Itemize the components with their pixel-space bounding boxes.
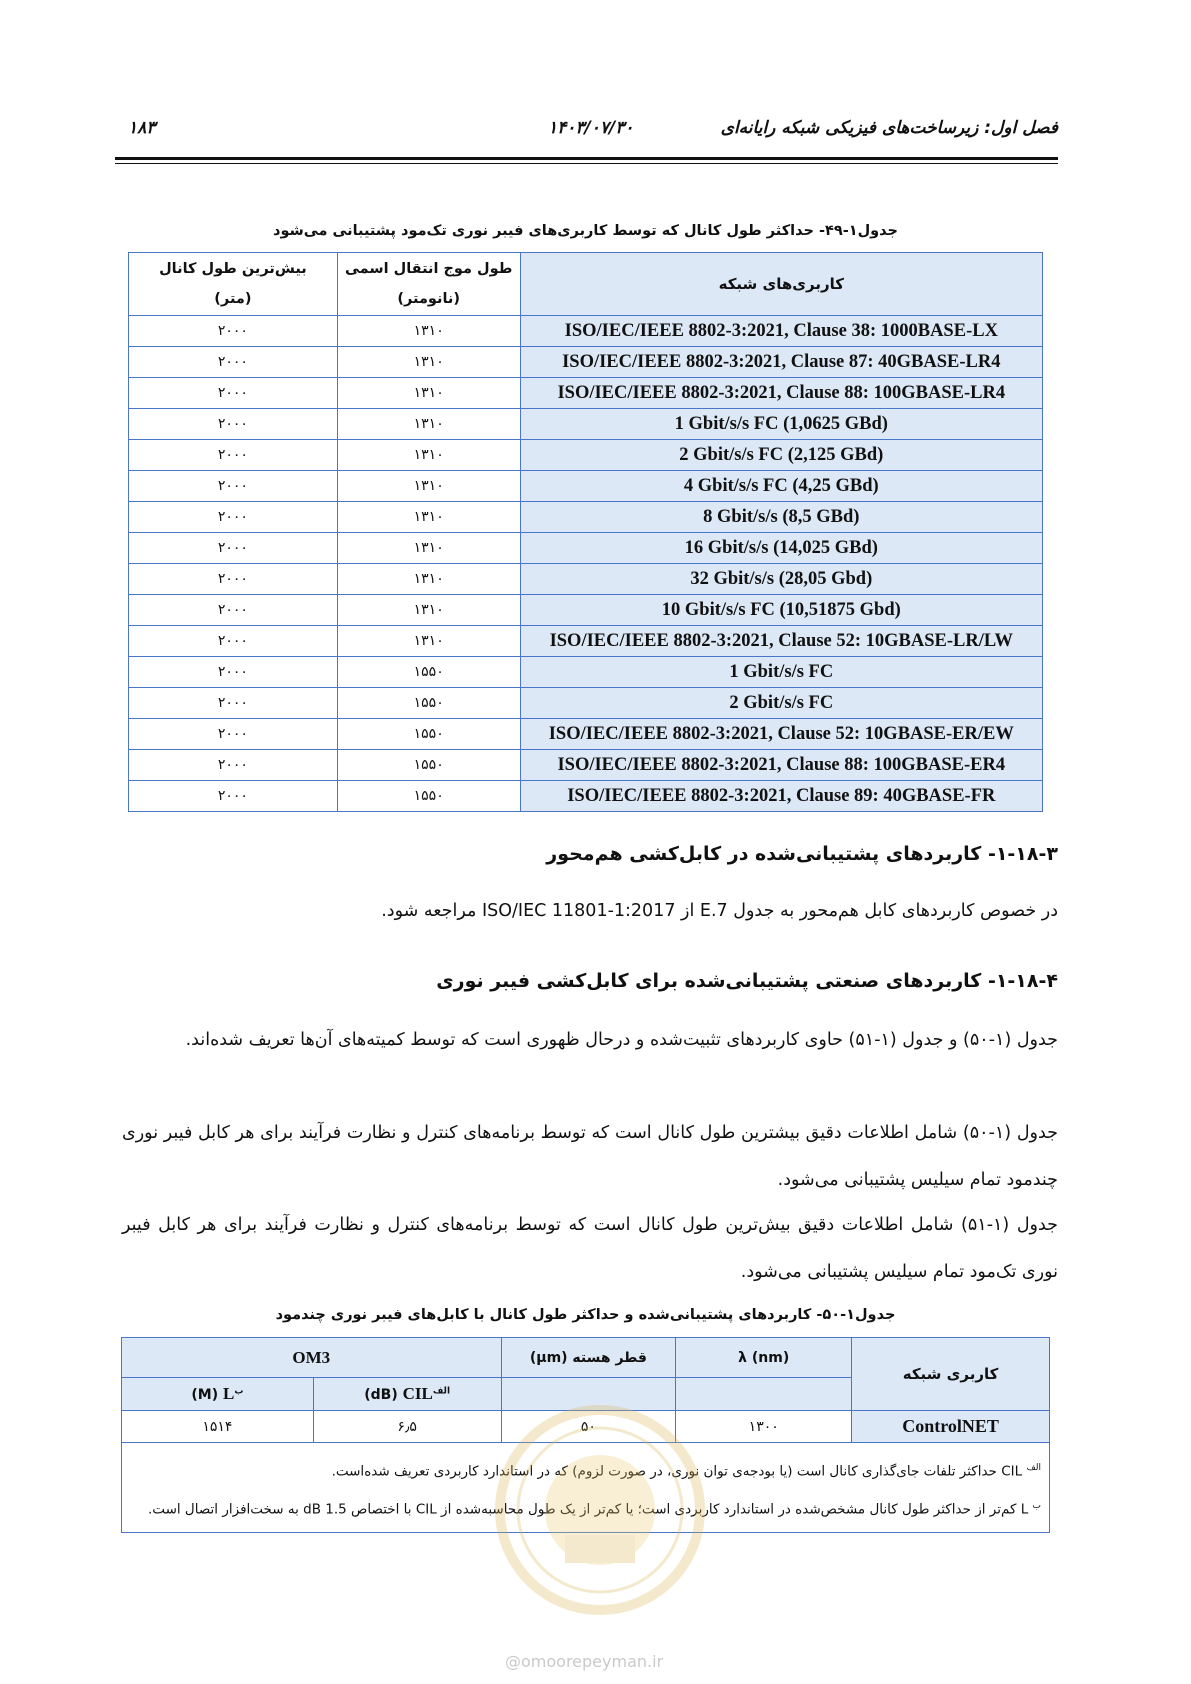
- table49-cell-application: ISO/IEC/IEEE 8802-3:2021, Clause 38: 1000BASE-LX: [520, 316, 1042, 347]
- table49-cell-length: ۲۰۰۰: [129, 409, 338, 440]
- table49-caption: جدول۱-۴۹- حداکثر طول کانال که توسط کاربری‌های فیبر نوری تک‌مود پشتیبانی می‌شود: [273, 223, 898, 239]
- table49-cell-application: 32 Gbit/s/s (28,05 Gbd): [520, 564, 1042, 595]
- table50-cell-cil: ۶٫۵: [313, 1411, 501, 1443]
- table49-header-row: [129, 253, 1043, 316]
- table50-cell-l: ۱۵۱۴: [122, 1411, 314, 1443]
- table49-cell-wavelength: ۱۳۱۰: [337, 347, 520, 378]
- table49-cell-application: ISO/IEC/IEEE 8802-3:2021, Clause 52: 10GBASE-ER/EW: [520, 719, 1042, 750]
- table49-row: [129, 440, 1043, 471]
- table49-row: [129, 533, 1043, 564]
- header-rule-thick: [115, 157, 1058, 160]
- table49-cell-application: ISO/IEC/IEEE 8802-3:2021, Clause 52: 10GBASE-LR/LW: [520, 626, 1042, 657]
- table49-row: [129, 378, 1043, 409]
- page-number: ۱۸۳: [128, 118, 156, 138]
- table50-col-core: قطر هسته (μm): [501, 1338, 676, 1378]
- table49-cell-wavelength: ۱۳۱۰: [337, 564, 520, 595]
- table49-row: [129, 688, 1043, 719]
- table49-cell-wavelength: ۱۳۱۰: [337, 502, 520, 533]
- table49-col-length: بیش‌ترین طول کانال (متر): [129, 253, 338, 316]
- chapter-title: فصل اول: زیرساخت‌های فیزیکی شبکه رایانه‌ای: [720, 118, 1058, 138]
- table49-cell-length: ۲۰۰۰: [129, 564, 338, 595]
- table50-col-l: (M) L$^ب$: [122, 1378, 314, 1411]
- table49-cell-length: ۲۰۰۰: [129, 595, 338, 626]
- table50-cell-lambda: ۱۳۰۰: [676, 1411, 852, 1443]
- table49-cell-length: ۲۰۰۰: [129, 316, 338, 347]
- table50-col-om3: OM3: [122, 1338, 502, 1378]
- table49-cell-length: ۲۰۰۰: [129, 533, 338, 564]
- table49-cell-length: ۲۰۰۰: [129, 440, 338, 471]
- table49-row: [129, 595, 1043, 626]
- table49-cell-length: ۲۰۰۰: [129, 688, 338, 719]
- table49-row: [129, 564, 1043, 595]
- table50-col-lambda: λ (nm): [676, 1338, 852, 1378]
- table49-cell-wavelength: ۱۳۱۰: [337, 440, 520, 471]
- table49-row: [129, 502, 1043, 533]
- table49-cell-application: 2 Gbit/s/s FC (2,125 GBd): [520, 440, 1042, 471]
- table49-cell-application: 16 Gbit/s/s (14,025 GBd): [520, 533, 1042, 564]
- table49-row: [129, 409, 1043, 440]
- table49-row: [129, 781, 1043, 812]
- header-date: ۱۴۰۳/۰۷/۳۰: [548, 118, 634, 138]
- table49-cell-application: ISO/IEC/IEEE 8802-3:2021, Clause 87: 40GBASE-LR4: [520, 347, 1042, 378]
- watermark-url: @omoorepeyman.ir: [505, 1652, 664, 1671]
- table50-caption: جدول۱-۵۰- کاربردهای پشتیبانی‌شده و حداکثر طول کانال با کابل‌های فیبر نوری چندمود: [275, 1307, 896, 1323]
- section4-paragraph-3: جدول (۱-۵۱) شامل اطلاعات دقیق بیش‌ترین طول کانال است که توسط برنامه‌های کنترل و نظارت فرآیند برای هر کابل فیبر نوری تک‌مود تمام سیلیس پشتیبانی می‌شود.: [122, 1215, 1058, 1282]
- table49-cell-application: 8 Gbit/s/s (8,5 GBd): [520, 502, 1042, 533]
- table49-row: [129, 626, 1043, 657]
- table49-cell-length: ۲۰۰۰: [129, 502, 338, 533]
- table49-cell-wavelength: ۱۳۱۰: [337, 533, 520, 564]
- table49-row: [129, 750, 1043, 781]
- table50-col-cil: (dB) CIL$^{الف}$: [313, 1378, 501, 1411]
- table49-cell-wavelength: ۱۳۱۰: [337, 316, 520, 347]
- table49-cell-length: ۲۰۰۰: [129, 719, 338, 750]
- table49-cell-application: ISO/IEC/IEEE 8802-3:2021, Clause 88: 100GBASE-LR4: [520, 378, 1042, 409]
- table49-cell-length: ۲۰۰۰: [129, 750, 338, 781]
- table50-note-1: $^{الف}$ CIL حداکثر تلفات جای‌گذاری کانال است (یا بودجه‌ی توان نوری، در صورت لزوم) که در استاندارد کاربردی تعریف شده‌است.: [331, 1463, 1041, 1480]
- table49-cell-application: 4 Gbit/s/s FC (4,25 GBd): [520, 471, 1042, 502]
- table49-cell-wavelength: ۱۳۱۰: [337, 471, 520, 502]
- table49-cell-length: ۲۰۰۰: [129, 471, 338, 502]
- table50-note-2: $^ب$ L کم‌تر از حداکثر طول کانال مشخص‌شده در استاندارد کاربردی است؛ یا کم‌تر از یک طول محاسبه‌شده از CIL با اختصاص 1.5 dB به سخت‌افزار اتصال است.: [148, 1500, 1041, 1517]
- table49-row: [129, 719, 1043, 750]
- table49-cell-wavelength: ۱۵۵۰: [337, 688, 520, 719]
- table50-cell-application: ControlNET: [852, 1411, 1050, 1443]
- table49-cell-wavelength: ۱۳۱۰: [337, 378, 520, 409]
- table49-cell-wavelength: ۱۵۵۰: [337, 719, 520, 750]
- table49-cell-length: ۲۰۰۰: [129, 378, 338, 409]
- table50-header-row-1: [122, 1338, 1050, 1378]
- table49-col-wavelength: طول موج انتقال اسمی (نانومتر): [337, 253, 520, 316]
- section4-paragraph-1: جدول (۱-۵۰) و جدول (۱-۵۱) حاوی کاربردهای تثبیت‌شده و درحال ظهوری است که توسط کمیته‌های آن‌ها تعریف شده‌اند.: [185, 1030, 1058, 1050]
- table49-cell-application: 10 Gbit/s/s FC (10,51875 Gbd): [520, 595, 1042, 626]
- table49-cell-wavelength: ۱۳۱۰: [337, 595, 520, 626]
- table49-cell-wavelength: ۱۵۵۰: [337, 657, 520, 688]
- section3-text: در خصوص کاربردهای کابل هم‌محور به جدول E.7 از ISO/IEC 11801-1:2017 مراجعه شود.: [381, 901, 1058, 921]
- table49-row: [129, 657, 1043, 688]
- table49-cell-length: ۲۰۰۰: [129, 781, 338, 812]
- table49-cell-application: ISO/IEC/IEEE 8802-3:2021, Clause 88: 100GBASE-ER4: [520, 750, 1042, 781]
- table49-cell-wavelength: ۱۳۱۰: [337, 626, 520, 657]
- header-rule-thin: [115, 163, 1058, 164]
- table49-cell-application: 1 Gbit/s/s FC: [520, 657, 1042, 688]
- table49: [128, 252, 1043, 812]
- table49-cell-length: ۲۰۰۰: [129, 657, 338, 688]
- table50-col-application: کاربری شبکه: [852, 1338, 1050, 1411]
- table49-cell-application: ISO/IEC/IEEE 8802-3:2021, Clause 89: 40GBASE-FR: [520, 781, 1042, 812]
- table49-row: [129, 347, 1043, 378]
- table50-cell-core: ۵۰: [501, 1411, 676, 1443]
- table49-cell-length: ۲۰۰۰: [129, 626, 338, 657]
- table49-cell-wavelength: ۱۵۵۰: [337, 781, 520, 812]
- table49-col-application: کاربری‌های شبکه: [520, 253, 1042, 316]
- table49-cell-wavelength: ۱۵۵۰: [337, 750, 520, 781]
- watermark-seal: [480, 1400, 720, 1640]
- section3-title: ۱-۱۸-۳- کاربردهای پشتیبانی‌شده در کابل‌کشی هم‌محور: [546, 843, 1058, 865]
- table49-cell-application: 2 Gbit/s/s FC: [520, 688, 1042, 719]
- table49-row: [129, 316, 1043, 347]
- table49-cell-length: ۲۰۰۰: [129, 347, 338, 378]
- section4-title: ۱-۱۸-۴- کاربردهای صنعتی پشتیبانی‌شده برای کابل‌کشی فیبر نوری: [436, 970, 1058, 992]
- section4-paragraph-2: جدول (۱-۵۰) شامل اطلاعات دقیق بیشترین طول کانال است که توسط برنامه‌های کنترل و نظارت فرآیند برای هر کابل فیبر نوری چندمود تمام سیلیس پشتیبانی می‌شود.: [122, 1123, 1059, 1190]
- table49-row: [129, 471, 1043, 502]
- table49-cell-wavelength: ۱۳۱۰: [337, 409, 520, 440]
- table49-cell-application: 1 Gbit/s/s FC (1,0625 GBd): [520, 409, 1042, 440]
